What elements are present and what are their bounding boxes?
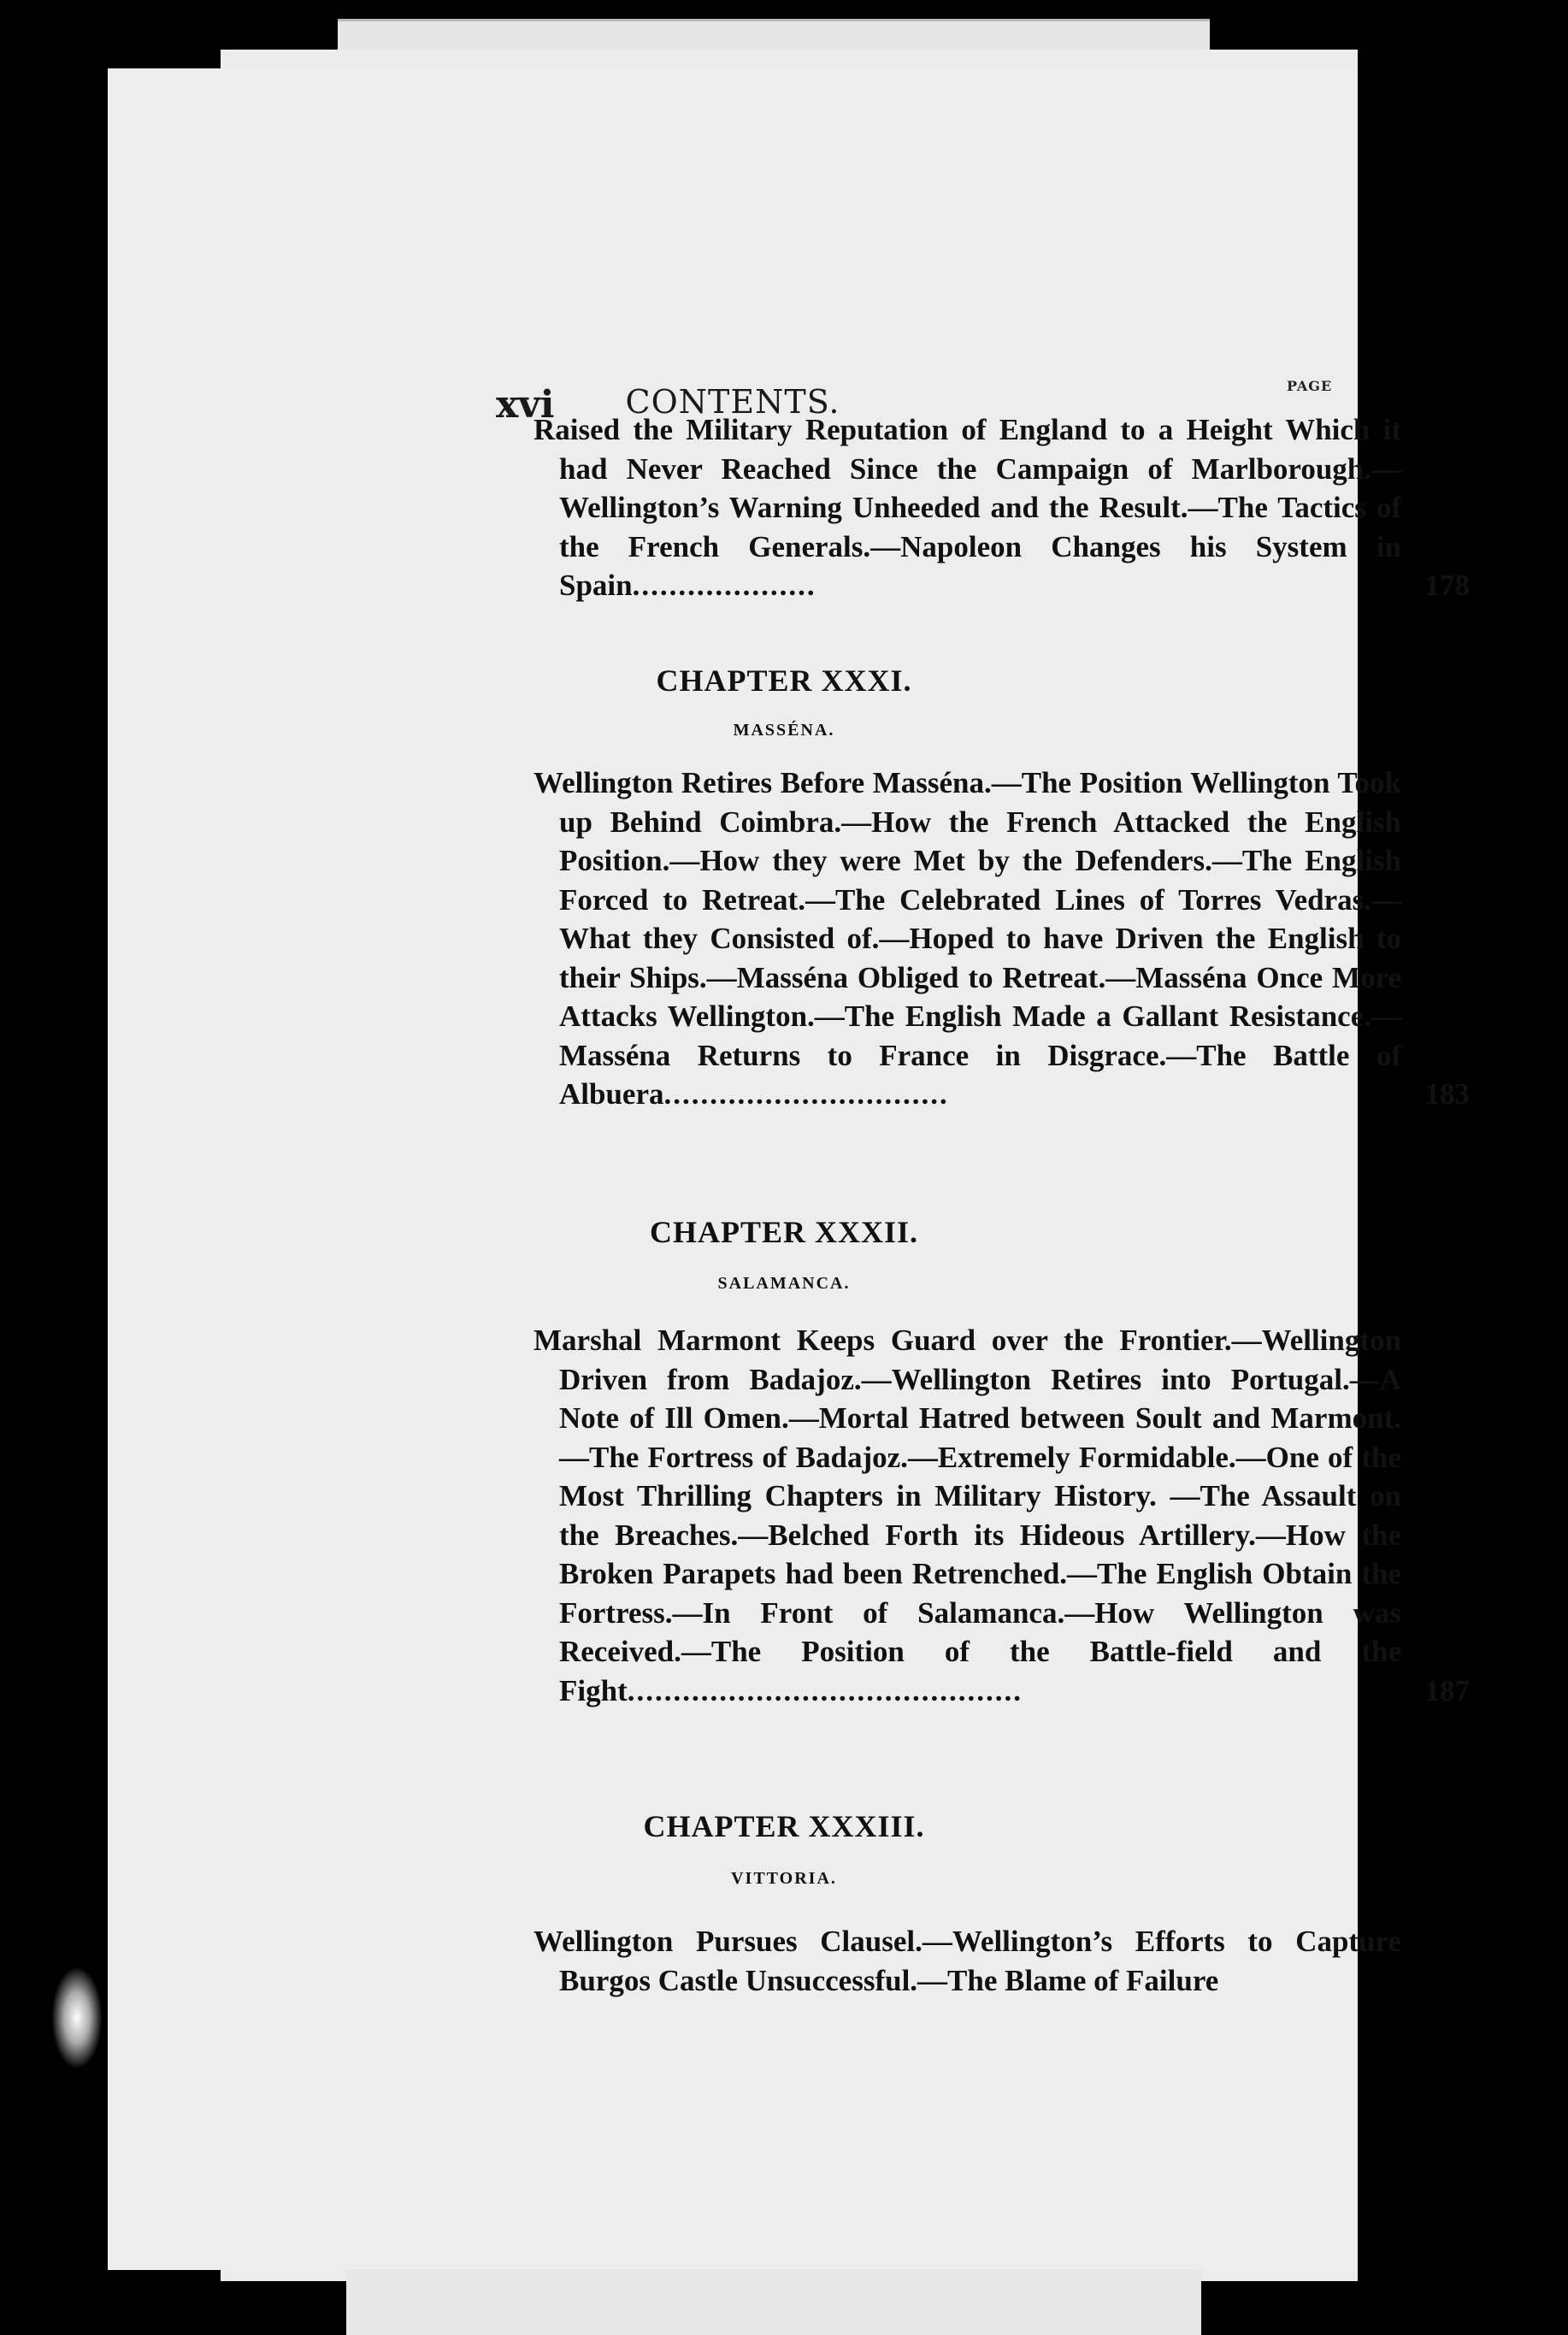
chapter-heading: CHAPTER XXXII. [649,1215,919,1249]
bottom-page-edge [346,2266,1201,2335]
chapter-subtitle: VITTORIA. [731,1869,837,1888]
chapter-subtitle: MASSÉNA. [733,721,835,740]
page-title: CONTENTS. [625,383,840,421]
chapter-subtitle: SALAMANCA. [717,1274,851,1293]
entry-page-number: 183 [1424,1077,1470,1111]
chapter-heading: CHAPTER XXXI. [656,663,912,698]
entry-text: Raised the Military Reputation of England to a Height Which it had Never Reached Since the Campaign of Marlborough.—Wellington’s Warning Unheeded and the Result.—The Tactics of the French Generals.—Napoleon Changes his System in Spain [533,413,1401,602]
entry-text: Wellington Retires Before Masséna.—The Position Wellington Took up Behind Coimbra.—How the French Attacked the English Position.—How they were Met by the Defenders.—The English Forced to Retreat.—The Celebrated Lines of Torres Vedras.—What they Consisted of.—Hoped to have Driven the English to their Ships.—Masséna Obliged to Retreat.—Masséna Once More Attacks Wellington.—The English Made a Gallant Resistance.—Masséna Returns to France in Disgrace.—The Battle of Albuera [533,766,1401,1111]
entry-page-number: 187 [1424,1673,1470,1707]
dot-leaders: ........................................... [627,1673,1023,1707]
chapter-heading: CHAPTER XXXIII. [643,1809,925,1843]
entry-text: Wellington Pursues Clausel.—Wellington’s Efforts to Capture Burgos Castle Unsuccessful.—The Blame of Failure [533,1925,1401,1997]
dot-leaders: .................... [632,569,816,602]
contents-entry [533,1321,1470,1710]
page-column-label: PAGE [1287,378,1333,394]
entry-page-number: 178 [1424,569,1470,602]
light-glare [51,1966,103,2069]
contents-entry [533,764,1470,1114]
page-folio: xvi [496,383,555,427]
top-page-edge [338,19,1210,54]
contents-entry [533,1922,1401,2000]
dot-leaders: ............................... [663,1077,949,1111]
contents-entry-continued [533,410,1470,605]
entry-text: Marshal Marmont Keeps Guard over the Frontier.—Wellington Driven from Badajoz.—Wellington Retires into Portugal.—A Note of Ill Omen.—Mortal Hatred between Soult and Marmont.—The Fortress of Badajoz.—Extremely Formidable.—One of the Most Thrilling Chapters in Military History. —The Assault on the Breaches.—Belched Forth its Hideous Artillery.—How the Broken Parapets had been Retrenched.—The English Obtain the Fortress.—In Front of Salamanca.—How Wellington was Received.—The Position of the Battle-field and the Fight [533,1324,1401,1707]
